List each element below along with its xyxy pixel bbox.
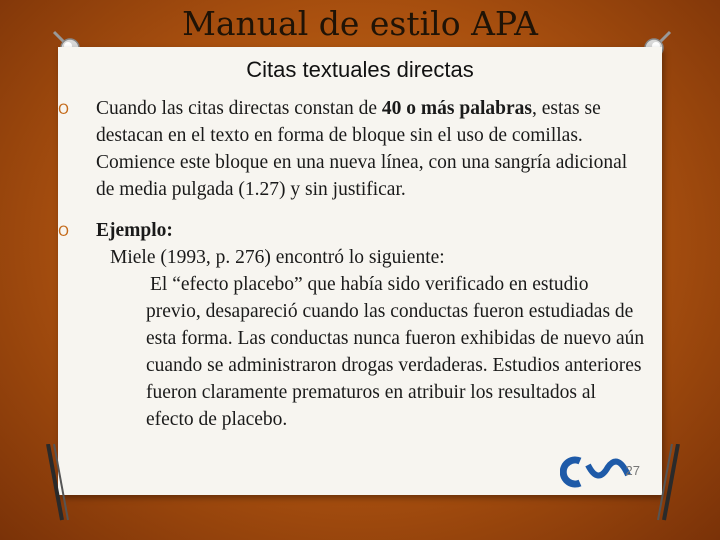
quote-intro: Miele (1993, p. 276) encontró lo siguiente: bbox=[110, 247, 445, 268]
slide-subtitle: Citas textuales directas bbox=[246, 57, 474, 82]
bullet-rule-text: Cuando las citas directas constan de 40 o más palabras, estas se destacan en el texto en forma de bloque sin el uso de comillas. Comience este bloque en una nueva línea, con una sangría adicional de media pulgada (1.27) y sin justificar. bbox=[96, 98, 628, 200]
bullet-example bbox=[58, 217, 648, 433]
block-quote: El “efecto placebo” que había sido verificado en estudio previo, desapareció cuando las conductas fueron estudiadas de esta forma. Las conductas nunca fueron exhibidas de nuevo aún cuando se administraron drogas verdaderas. Estudios anteriores fueron claramente prematuros en atribuir los resultados al efecto de placebo. bbox=[146, 274, 645, 430]
bullet-rule bbox=[58, 95, 648, 203]
example-label: Ejemplo: bbox=[96, 220, 173, 241]
bullet-example-text bbox=[96, 217, 648, 433]
bullet-marker: O bbox=[58, 224, 70, 240]
content-card bbox=[58, 47, 662, 495]
page-number: 27 bbox=[625, 463, 640, 478]
ribbon-left bbox=[40, 444, 90, 524]
ribbon-right bbox=[636, 444, 686, 524]
slide-title: Manual de estilo APA bbox=[182, 4, 538, 43]
bullet-marker: O bbox=[58, 102, 70, 118]
